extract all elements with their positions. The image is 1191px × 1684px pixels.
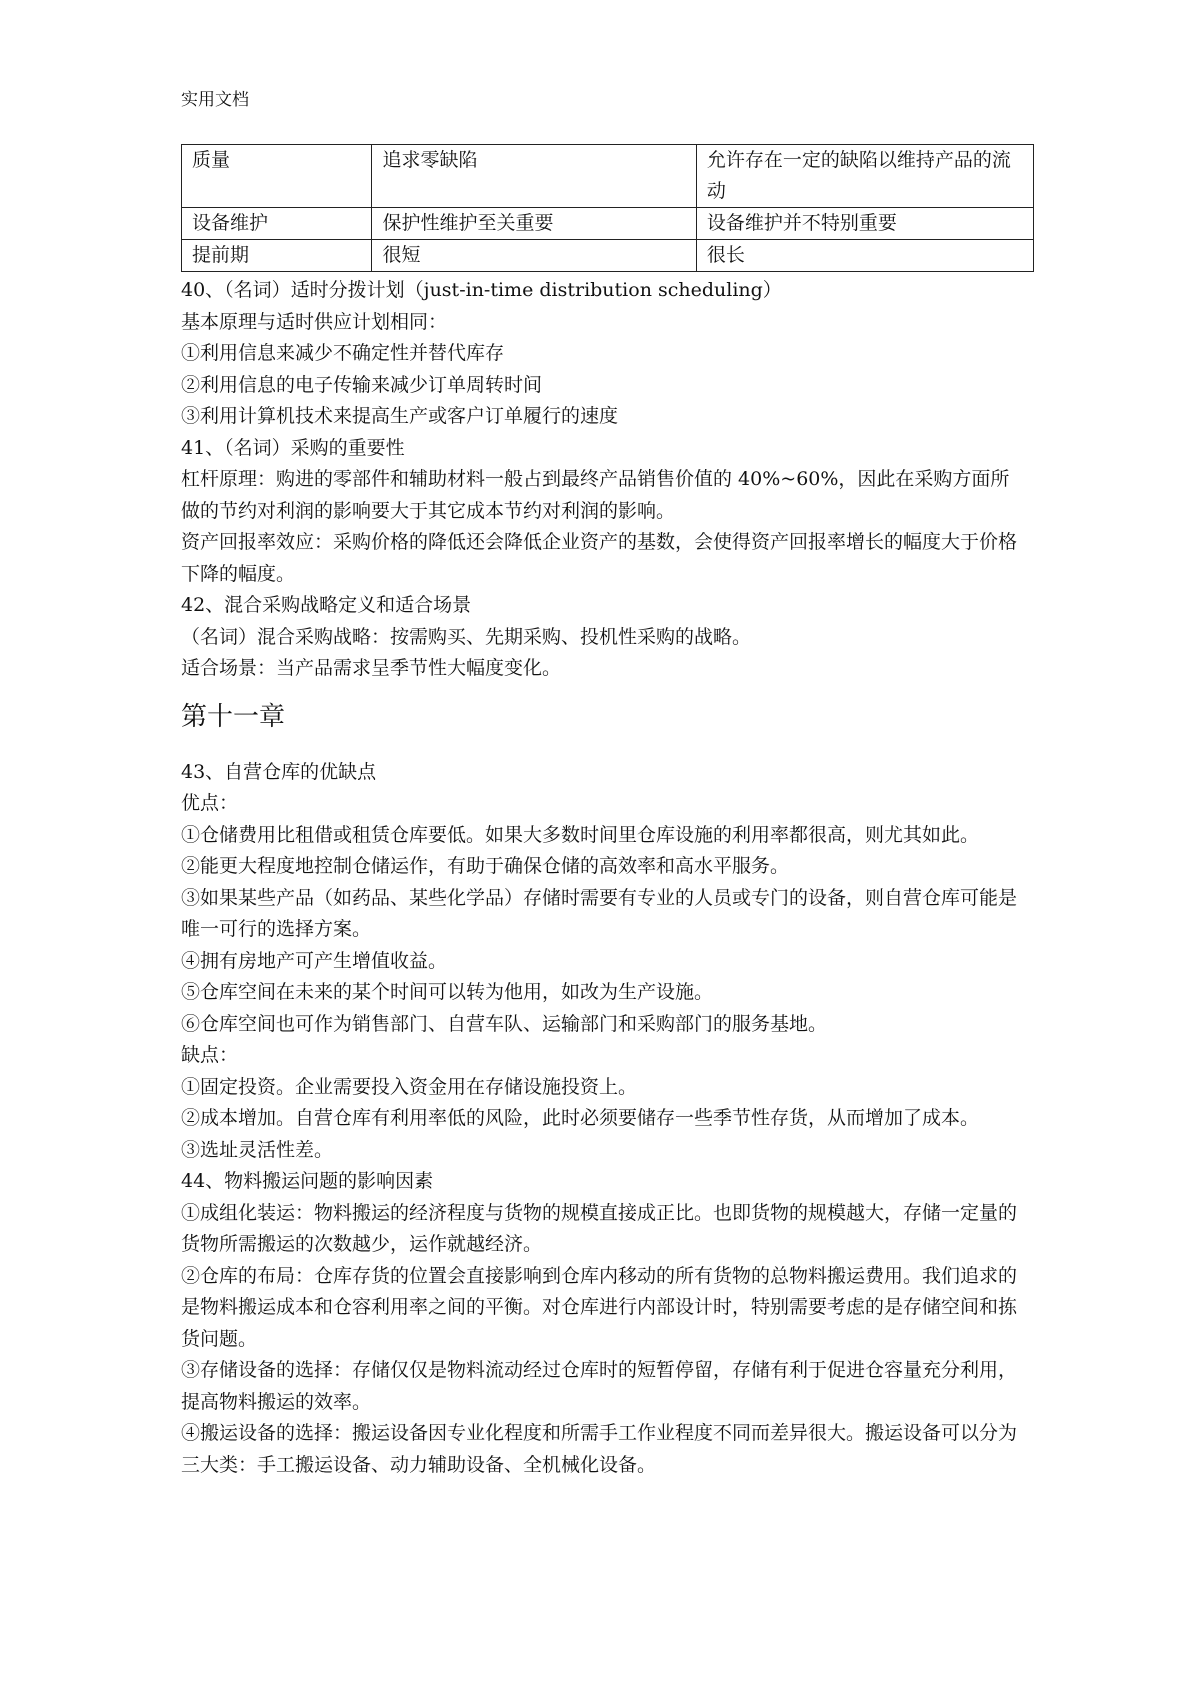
list-item: ②仓库的布局：仓库存货的位置会直接影响到仓库内移动的所有货物的总物料搬运费用。我们追求的是物料搬运成本和仓容利用率之间的平衡。对仓库进行内部设计时，特别需要考虑的是存储空间和拣货问题。 xyxy=(181,1264,1018,1350)
table-row xyxy=(182,208,1034,240)
table-cell: 设备维护并不特别重要 xyxy=(696,208,1033,240)
question-title: 43、自营仓库的优缺点 xyxy=(181,760,377,783)
page-header: 实用文档 xyxy=(181,90,249,110)
list-item: ③利用计算机技术来提高生产或客户订单履行的速度 xyxy=(181,405,619,427)
list-item: ①仓储费用比租借或租赁仓库要低。如果大多数时间里仓库设施的利用率都很高，则尤其如此。 xyxy=(181,823,980,846)
paragraph: 适合场景：当产品需求呈季节性大幅度变化。 xyxy=(181,657,562,679)
table-cell: 很短 xyxy=(372,240,696,272)
list-item: ①固定投资。企业需要投入资金用在存储设施投资上。 xyxy=(181,1075,638,1098)
comparison-table xyxy=(181,144,1034,272)
table-cell: 追求零缺陷 xyxy=(372,145,696,208)
list-item: ④拥有房地产可产生增值收益。 xyxy=(181,949,448,972)
list-item: ②成本增加。自营仓库有利用率低的风险，此时必须要储存一些季节性存货，从而增加了成本。 xyxy=(181,1107,980,1129)
pros-label: 优点： xyxy=(181,792,239,814)
list-item: ③选址灵活性差。 xyxy=(181,1138,334,1161)
table-cell: 提前期 xyxy=(182,240,372,272)
table-cell: 很长 xyxy=(696,240,1033,272)
list-item: ③如果某些产品（如药品、某些化学品）存储时需要有专业的人员或专门的设备，则自营仓库可能是唯一可行的选择方案。 xyxy=(181,886,1018,940)
question-title: 44、物料搬运问题的影响因素 xyxy=(181,1170,434,1192)
paragraph: 杠杆原理：购进的零部件和辅助材料一般占到最终产品销售价值的 40%~60%，因此在采购方面所做的节约对利润的影响要大于其它成本节约对利润的影响。 xyxy=(181,468,1010,522)
chapter-heading: 第十一章 xyxy=(181,701,286,732)
document-body xyxy=(181,275,1021,1481)
table-cell: 设备维护 xyxy=(182,208,372,240)
list-item: ①利用信息来减少不确定性并替代库存 xyxy=(181,342,505,364)
table-cell: 质量 xyxy=(182,145,372,208)
list-item: ②利用信息的电子传输来减少订单周转时间 xyxy=(181,373,543,396)
list-item: ④搬运设备的选择：搬运设备因专业化程度和所需手工作业程度不同而差异很大。搬运设备可以分为三大类：手工搬运设备、动力辅助设备、全机械化设备。 xyxy=(181,1422,1018,1476)
list-item: ⑥仓库空间也可作为销售部门、自营车队、运输部门和采购部门的服务基地。 xyxy=(181,1012,828,1035)
paragraph: 基本原理与适时供应计划相同： xyxy=(181,310,448,333)
question-title: 42、混合采购战略定义和适合场景 xyxy=(181,594,472,616)
table-cell: 允许存在一定的缺陷以维持产品的流动 xyxy=(696,145,1033,208)
list-item: ①成组化装运：物料搬运的经济程度与货物的规模直接成正比。也即货物的规模越大，存储一定量的货物所需搬运的次数越少，运作就越经济。 xyxy=(181,1201,1018,1255)
cons-label: 缺点： xyxy=(181,1044,239,1066)
paragraph: （名词）混合采购战略：按需购买、先期采购、投机性采购的战略。 xyxy=(181,625,752,648)
paragraph: 资产回报率效应：采购价格的降低还会降低企业资产的基数，会使得资产回报率增长的幅度大于价格下降的幅度。 xyxy=(181,531,1018,585)
table-row xyxy=(182,240,1034,272)
question-title: 41、（名词）采购的重要性 xyxy=(181,436,405,459)
list-item: ③存储设备的选择：存储仅仅是物料流动经过仓库时的短暂停留，存储有利于促进仓容量充分利用，提高物料搬运的效率。 xyxy=(181,1359,1018,1413)
table-cell: 保护性维护至关重要 xyxy=(372,208,696,240)
question-title: 40、（名词）适时分拨计划（just-in-time distribution scheduling） xyxy=(181,279,782,301)
list-item: ⑤仓库空间在未来的某个时间可以转为他用，如改为生产设施。 xyxy=(181,981,714,1003)
table-row xyxy=(182,145,1034,208)
list-item: ②能更大程度地控制仓储运作，有助于确保仓储的高效率和高水平服务。 xyxy=(181,855,790,877)
